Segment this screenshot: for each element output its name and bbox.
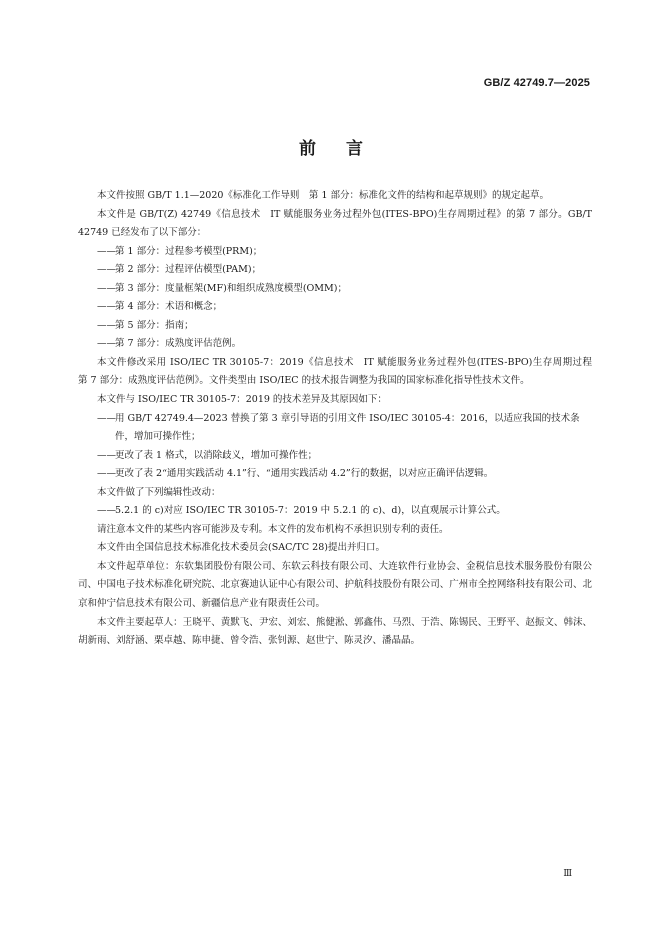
page-number: Ⅲ (563, 869, 572, 879)
list-item-text: 第 1 部分：过程参考模型(PRM)； (115, 245, 263, 257)
paragraph: 本文件由全国信息技术标准化技术委员会(SAC/TC 28)提出并归口。 (97, 542, 385, 554)
list-item (78, 502, 592, 521)
paragraph: 本文件主要起草人：王晓平、黄默飞、尹宏、刘宏、熊健淞、郭鑫伟、马烈、于浩、陈锡民、王野平、赵振文、韩沫、胡新雨、刘舒涵、栗卓越、陈申捷、曾令浩、张钊源、赵世宁、陈灵汐、潘晶晶。 (78, 616, 592, 647)
paragraph: 本文件与 ISO/IEC TR 30105-7：2019 的技术差异及其原因如下： (97, 394, 387, 406)
list-item (78, 298, 592, 317)
list-item (78, 335, 592, 354)
editorial-changes-list (78, 502, 592, 521)
paragraph: 本文件起草单位：东软集团股份有限公司、东软云科技有限公司、大连软件行业协会、金税信息技术服务股份有限公司、中国电子技术标准化研究院、北京赛迪认证中心有限公司、护航科技股份有限公司、广州市全控网络科技有限公司、北京和仲宁信息技术有限公司、新疆信息产业有限责任公司。 (78, 560, 592, 610)
parts-list (78, 243, 592, 354)
list-item (78, 465, 592, 484)
differences-list (78, 410, 592, 484)
list-item (78, 280, 592, 299)
paragraph: 请注意本文件的某些内容可能涉及专利。本文件的发布机构不承担识别专利的责任。 (97, 523, 449, 535)
paragraph: 本文件按照 GB/T 1.1—2020《标准化工作导则 第 1 部分：标准化文件的结构和起草规则》的规定起草。 (97, 190, 550, 201)
list-item-text: 更改了表 1 格式，以消除歧义，增加可操作性； (115, 449, 318, 461)
dash-marker: —— (97, 301, 116, 313)
dash-marker: —— (97, 264, 116, 276)
paragraph: 本文件做了下列编辑性改动： (97, 486, 221, 498)
list-item-text: 第 4 部分：术语和概念； (115, 301, 223, 313)
list-item (78, 261, 592, 280)
list-item-text: 第 7 部分：成熟度评估范例。 (115, 338, 242, 350)
list-item (78, 410, 592, 447)
list-item (78, 317, 592, 336)
list-item-text: 第 3 部分：度量框架(MF)和组织成熟度模型(OMM)； (115, 282, 347, 294)
page-title: 前言 (299, 139, 393, 159)
dash-marker: —— (97, 319, 116, 331)
paragraph: 本文件是 GB/T(Z) 42749《信息技术 IT 赋能服务业务过程外包(ITES-BPO)生存周期过程》的第 7 部分。GB/T 42749 已经发布了以下部分： (78, 208, 592, 239)
list-item-text: 第 5 部分：指南； (115, 319, 194, 331)
dash-marker: —— (97, 468, 116, 480)
dash-marker: —— (97, 338, 116, 350)
list-item (78, 447, 592, 466)
dash-marker: —— (97, 412, 116, 424)
dash-marker: —— (97, 449, 116, 461)
dash-marker: —— (97, 282, 116, 294)
standard-code: GB/Z 42749.7—2025 (483, 77, 590, 89)
list-item-text: 第 2 部分：过程评估模型(PAM)； (115, 264, 262, 276)
list-item (78, 243, 592, 262)
list-item-text: 更改了表 2“通用实践活动 4.1”行、“通用实践活动 4.2”行的数据，以对应正确评估逻辑。 (115, 468, 494, 480)
paragraph: 本文件修改采用 ISO/IEC TR 30105-7：2019《信息技术 IT 赋能服务业务过程外包(ITES-BPO)生存周期过程 第 7 部分：成熟度评估范例》。文件类型由 ISO/IEC 的技术报告调整为我国的国家标准化指导性技术文件。 (78, 356, 602, 387)
dash-marker: —— (97, 505, 116, 517)
document-body (78, 187, 602, 651)
dash-marker: —— (97, 245, 116, 257)
list-item-text: 5.2.1 的 c)对应 ISO/IEC TR 30105-7：2019 中 5.2.1 的 c)、d)，以直观展示计算公式。 (115, 505, 506, 517)
list-item-text: 用 GB/T 42749.4—2023 替换了第 3 章引导语的引用文件 ISO/IEC 30105-4：2016，以适应我国的技术条件，增加可操作性； (115, 412, 580, 443)
